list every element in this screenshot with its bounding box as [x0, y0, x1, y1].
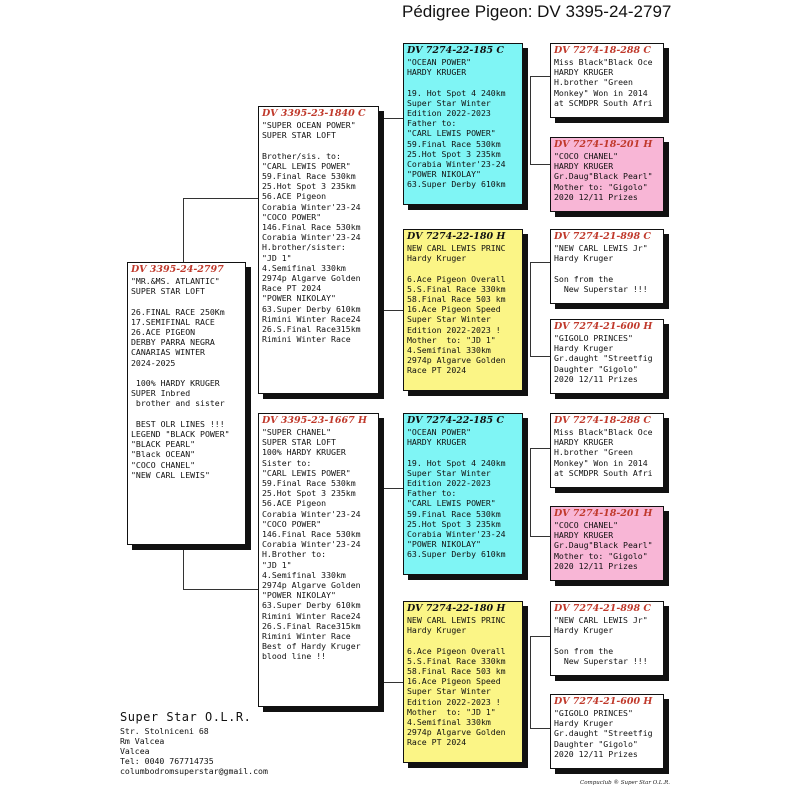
card-text: "NEW CARL LEWIS Jr" Hardy Kruger Son from the New Superstar !!!: [554, 615, 648, 666]
ring-number: DV 7274-22-185 C: [407, 45, 504, 56]
connector-line: [380, 488, 403, 489]
card-text: "SUPER OCEAN POWER" SUPER STAR LOFT Brother/sis. to: "CARL LEWIS POWER" 59.Final Race 530km 25.Hot Spot 3 235km 56.ACE Pigeon Corabia Winter'23-24 "COCO POWER" 146.Final Race 530km Corabia Winter'23-24 H.brother/sister: "JD 1" 4.Semifinal 330km 2974p Algarve Golden Race PT 2024 "POWER NIKOLAY" 63.Super Derby 610km Rimini Winter Race24 26.S.Final Race315km Rimini Winter Race: [262, 120, 361, 345]
software-credit: Compuclub ® Super Star O.L.R.: [580, 780, 671, 786]
connector-line: [380, 682, 403, 683]
connector-line: [530, 76, 550, 77]
connector-line: [530, 164, 550, 165]
great-grandparent-card: [550, 694, 664, 769]
connector-line: [380, 310, 403, 311]
connector-line: [530, 636, 550, 637]
sire-card: [258, 106, 379, 394]
ring-number: DV 3395-23-1840 C: [262, 108, 366, 119]
ring-number: DV 7274-22-180 H: [407, 603, 506, 614]
great-grandparent-card: [550, 137, 664, 212]
card-text: "GIGOLO PRINCES" Hardy Kruger Gr.daught "Streetfig Daughter "Gigolo" 2020 12/11 Prizes: [554, 333, 653, 384]
great-grandparent-card: [550, 319, 664, 394]
connector-line: [183, 589, 258, 590]
ring-number: DV 7274-22-180 H: [407, 231, 506, 242]
great-grandparent-card: [550, 229, 664, 304]
great-grandparent-card: [550, 43, 664, 118]
card-text: "COCO CHANEL" HARDY KRUGER Gr.Daug"Black Pearl" Mother to: "Gigolo" 2020 12/11 Prizes: [554, 520, 653, 571]
loft-address: Str. Stolniceni 68 Rm Valcea Valcea Tel: 0040 767714735 columbodromsuperstar@gmail.com: [120, 726, 268, 776]
connector-line: [380, 118, 381, 310]
grandparent-card: [403, 43, 523, 205]
ring-number: DV 7274-18-201 H: [554, 139, 653, 150]
great-grandparent-card: [550, 413, 664, 488]
card-text: "GIGOLO PRINCES" Hardy Kruger Gr.daught "Streetfig Daughter "Gigolo" 2020 12/11 Prizes: [554, 708, 653, 759]
ring-number: DV 7274-18-288 C: [554, 415, 651, 426]
card-text: NEW CARL LEWIS PRINC Hardy Kruger 6.Ace Pigeon Overall 5.S.Final Race 330km 58.Final Race 503 km 16.Ace Pigeon Speed Super Star Winter Edition 2022-2023 ! Mother to: "JD 1" 4.Semifinal 330km 2974p Algarve Golden Race PT 2024: [407, 243, 506, 376]
connector-line: [530, 262, 550, 263]
dam-card: [258, 413, 379, 707]
card-text: "COCO CHANEL" HARDY KRUGER Gr.Daug"Black Pearl" Mother to: "Gigolo" 2020 12/11 Prizes: [554, 151, 653, 202]
ring-number: DV 7274-21-600 H: [554, 696, 653, 707]
ring-number: DV 7274-22-185 C: [407, 415, 504, 426]
great-grandparent-card: [550, 601, 664, 676]
connector-line: [183, 198, 258, 199]
card-text: "SUPER CHANEL" SUPER STAR LOFT 100% HARDY KRUGER Sister to: "CARL LEWIS POWER" 59.Final Race 530km 25.Hot Spot 3 235km 56.ACE Pigeon Corabia Winter'23-24 "COCO POWER" 146.Final Race 530km Corabia Winter'23-24 H.Brother to: "JD 1" 4.Semifinal 330km 2974p Algarve Golden "POWER NIKOLAY" 63.Super Derby 610km Rimini Winter Race24 26.S.Final Race315km Rimini Winter Race Best of Hardy Kruger blood line !!: [262, 427, 361, 662]
connector-line: [380, 118, 403, 119]
card-text: NEW CARL LEWIS PRINC Hardy Kruger 6.Ace Pigeon Overall 5.S.Final Race 330km 58.Final Race 503 km 16.Ace Pigeon Speed Super Star Winter Edition 2022-2023 ! Mother to: "JD 1" 4.Semifinal 330km 2974p Algarve Golden Race PT 2024: [407, 615, 506, 748]
great-grandparent-card: [550, 506, 664, 581]
ring-number: DV 7274-21-600 H: [554, 321, 653, 332]
ring-number: DV 3395-24-2797: [131, 264, 224, 275]
card-text: "NEW CARL LEWIS Jr" Hardy Kruger Son from the New Superstar !!!: [554, 243, 648, 294]
connector-line: [530, 636, 531, 728]
card-text: Miss Black"Black Oce HARDY KRUGER H.brother "Green Monkey" Won in 2014 at SCMDPR South Afri: [554, 427, 653, 478]
ring-number: DV 7274-21-898 C: [554, 603, 651, 614]
grandparent-card: [403, 413, 523, 575]
connector-line: [530, 448, 550, 449]
connector-line: [530, 262, 531, 356]
ring-number: DV 7274-18-288 C: [554, 45, 651, 56]
card-text: "MR.&MS. ATLANTIC" SUPER STAR LOFT 26.FINAL RACE 250Km 17.SEMIFINAL RACE 26.ACE PIGEON DERBY PARRA NEGRA CANARIAS WINTER 2024-2025 100% HARDY KRUGER SUPER Inbred brother and sister BEST OLR LINES !!! LEGEND "BLACK POWER" "BLACK PEARL" "Black OCEAN" "COCO CHANEL" "NEW CARL LEWIS": [131, 276, 230, 480]
ring-number: DV 3395-23-1667 H: [262, 415, 368, 426]
grandparent-card: [403, 601, 523, 763]
connector-line: [380, 488, 381, 682]
loft-contact: [120, 710, 268, 776]
grandparent-card: [403, 229, 523, 391]
connector-line: [530, 76, 531, 164]
card-text: "OCEAN POWER" HARDY KRUGER 19. Hot Spot 4 240km Super Star Winter Edition 2022-2023 Father to: "CARL LEWIS POWER" 59.Final Race 530km 25.Hot Spot 3 235km Corabia Winter'23-24 "POWER NIKOLAY" 63.Super Derby 610km: [407, 57, 506, 190]
connector-line: [530, 356, 550, 357]
card-text: Miss Black"Black Oce HARDY KRUGER H.brother "Green Monkey" Won in 2014 at SCMDPR South Afri: [554, 57, 653, 108]
loft-name: Super Star O.L.R.: [120, 710, 252, 724]
ring-number: DV 7274-21-898 C: [554, 231, 651, 242]
page-title: Pédigree Pigeon: DV 3395-24-2797: [402, 2, 672, 21]
connector-line: [530, 536, 550, 537]
connector-line: [530, 728, 550, 729]
connector-line: [530, 448, 531, 536]
subject-card: [127, 262, 246, 545]
connector-line: [183, 198, 184, 262]
card-text: "OCEAN POWER" HARDY KRUGER 19. Hot Spot 4 240km Super Star Winter Edition 2022-2023 Father to: "CARL LEWIS POWER" 59.Final Race 530km 25.Hot Spot 3 235km Corabia Winter'23-24 "POWER NIKOLAY" 63.Super Derby 610km: [407, 427, 506, 560]
ring-number: DV 7274-18-201 H: [554, 508, 653, 519]
connector-line: [183, 545, 184, 589]
